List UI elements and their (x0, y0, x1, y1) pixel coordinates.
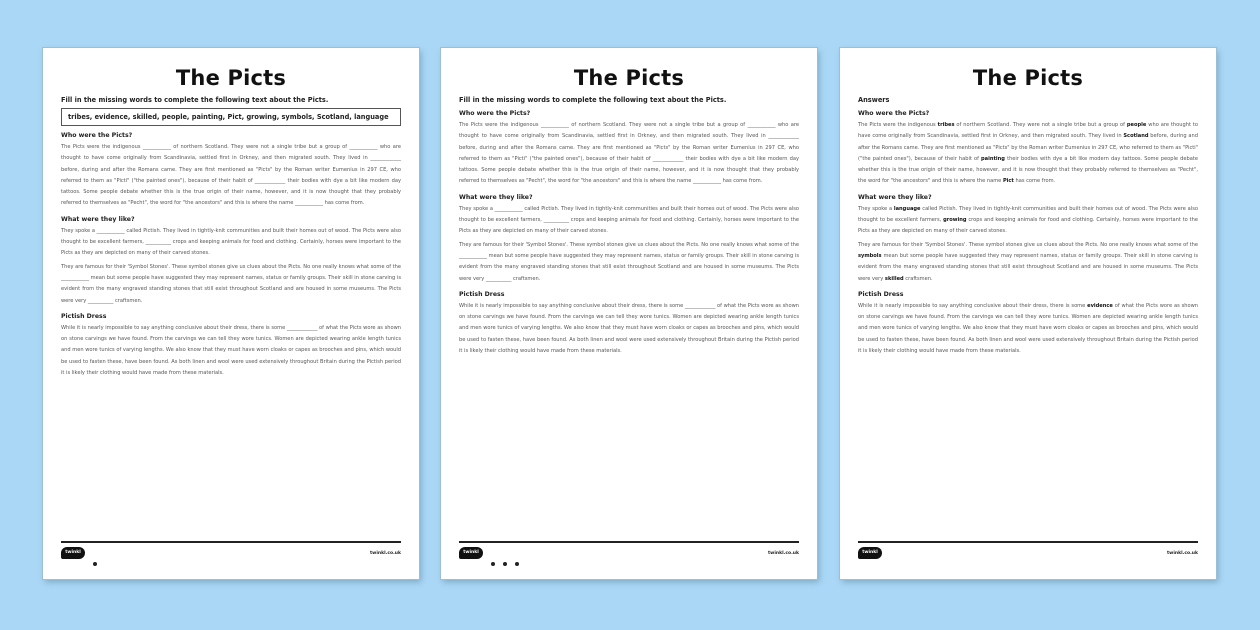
instructions: Fill in the missing words to complete the following text about the Picts. (61, 96, 329, 104)
difficulty-dots (491, 551, 522, 570)
paragraph: They are famous for their 'Symbol Stones'. These symbol stones give us clues about the Picts. No one really knows what some of the ___________ mean but some people have suggested they may represent names, status or family groups. Their skill in stone carving is evident from the many engraved standing stones that still exist throughout Scotland and are housed in some museums. The Picts were very __________ craftsmen. (61, 263, 401, 304)
section-heading: What were they like? (459, 193, 533, 201)
section-heading: Who were the Picts? (858, 110, 930, 117)
answers-label: Answers (858, 96, 890, 104)
paragraph: The Picts were the indigenous tribes of northern Scotland. They were not a single tribe but a group of people who are thought to have come originally from Scandinavia, settled first in Orkney, and then migrated south. They lived in Scotland before, during and after the Romans came. They are first mentioned as "Picts" by the Roman writer Eumenius in 297 CE, who referred to them as "Picti" ("the painted ones"), because of their habit of painting their bodies with dye a bit like modern day tattoos. Some people debate whether this is the true origin of their name, however, and it is now thought that they probably referred to themselves as "Pecht", the word for "the ancestors" and this is where the name Pict has come from. (858, 122, 1198, 185)
paragraph: While it is nearly impossible to say anything conclusive about their dress, there is some ____________ of what the Picts wore as shown on stone carvings we have found. From the carvings we can tell they wore tunics. Women are depicted wearing ankle length tunics and men wore tunics of varying lengths. We also know that they must have worn cloaks or capes as brooches and pins, which would be used to fasten these, have been found. As both linen and wool were used extensively throughout Britain during the Pictish period it is likely their clothing would have made from these materials. (459, 302, 799, 355)
difficulty-dots (93, 551, 100, 570)
page-title: The Picts (175, 66, 287, 90)
footer-site: twinkl.co.uk (370, 551, 401, 556)
answer-sheet (840, 48, 1216, 579)
paragraph: While it is nearly impossible to say anything conclusive about their dress, there is some ____________ of what the Picts wore as shown on stone carvings we have found. From the carvings we can tell they wore tunics. Women are depicted wearing ankle length tunics and men wore tunics of varying lengths. We also know that they must have worn cloaks or capes as brooches and pins, which would be used to fasten these, have been found. As both linen and wool were used extensively throughout Britain during the Pictish period it is likely their clothing would have made from these materials. (61, 324, 401, 377)
page-footer (858, 541, 1198, 565)
paragraph: The Picts were the indigenous ___________ of northern Scotland. They were not a single tribe but a group of ___________ who are thought to have come originally from Scandinavia, settled first in Orkney, and then migrated south. They lived in ____________ before, during and after the Romans came. They are first mentioned as "Picts" by the Roman writer Eumenius in 297 CE, who referred to them as "Picti" ("the painted ones"), because of their habit of ____________ their bodies with dye a bit like modern day tattoos. Some people debate whether this is the true origin of their name, however, and it is now thought that they probably referred to themselves as "Pecht", the word for "the ancestors" and this is where the name ___________ has come from. (459, 122, 799, 185)
difficulty-dot-icon (491, 562, 495, 566)
paragraph: They spoke a ___________ called Pictish. They lived in tightly-knit communities and built their homes out of wood. The Picts were also thought to be excellent farmers, __________ crops and keeping animals for food and clothing. Certainly, horses were important to the Picts as they are depicted on many of their carved stones. (459, 205, 799, 235)
section-heading: What were they like? (858, 193, 932, 201)
paragraph: They spoke a language called Pictish. They lived in tightly-knit communities and built their homes out of wood. The Picts were also thought to be excellent farmers, growing crops and keeping animals for food and clothing. Certainly, horses were important to the Picts as they are depicted on many of their carved stones. (858, 205, 1198, 235)
section-heading: Pictish Dress (858, 290, 904, 298)
page-footer (61, 541, 401, 565)
section-heading: Pictish Dress (459, 290, 505, 298)
section-heading: What were they like? (61, 215, 135, 223)
difficulty-dot-icon (503, 562, 507, 566)
page-footer (459, 541, 799, 565)
page-title: The Picts (972, 66, 1084, 90)
paragraph: They are famous for their 'Symbol Stones'. These symbol stones give us clues about the Picts. No one really knows what some of the ___________ mean but some people have suggested they may represent names, status or family groups. Their skill in stone carving is evident from the many engraved standing stones that still exist throughout Scotland and are housed in some museums. The Picts were very __________ craftsmen. (459, 241, 799, 282)
word-bank: tribes, evidence, skilled, people, painting, Pict, growing, symbols, Scotland, language (61, 108, 401, 126)
worksheet-page-2 (441, 48, 817, 579)
worksheet-page-1 (43, 48, 419, 579)
twinkl-logo: twinkl (459, 547, 483, 559)
footer-site: twinkl.co.uk (768, 551, 799, 556)
paragraph: They spoke a ___________ called Pictish. They lived in tightly-knit communities and built their homes out of wood. The Picts were also thought to be excellent farmers, __________ crops and keeping animals for food and clothing. Certainly, horses were important to the Picts as they are depicted on many of their carved stones. (61, 227, 401, 257)
difficulty-dot-icon (515, 562, 519, 566)
section-heading: Who were the Picts? (61, 132, 133, 139)
paragraph: They are famous for their 'Symbol Stones'. These symbol stones give us clues about the Picts. No one really knows what some of the symbols mean but some people have suggested they may represent names, status or family groups. Their skill in stone carving is evident from the many engraved standing stones that still exist throughout Scotland and are housed in some museums. The Picts were very skilled craftsmen. (858, 241, 1198, 282)
twinkl-logo: twinkl (858, 547, 882, 559)
twinkl-logo: twinkl (61, 547, 85, 559)
difficulty-dot-icon (93, 562, 97, 566)
instructions: Fill in the missing words to complete the following text about the Picts. (459, 96, 727, 104)
section-heading: Who were the Picts? (459, 110, 531, 117)
paragraph: While it is nearly impossible to say anything conclusive about their dress, there is some evidence of what the Picts wore as shown on stone carvings we have found. From the carvings we can tell they wore tunics. Women are depicted wearing ankle length tunics and men wore tunics of varying lengths. We also know that they must have worn cloaks or capes as brooches and pins, which would be used to fasten these, have been found. As both linen and wool were used extensively throughout Britain during the Pictish period it is likely their clothing would have made from these materials. (858, 302, 1199, 355)
paragraph: The Picts were the indigenous ___________ of northern Scotland. They were not a single tribe but a group of ___________ who are thought to have come originally from Scandinavia, settled first in Orkney, and then migrated south. They lived in ____________ before, during and after the Romans came. They are first mentioned as "Picts" by the Roman writer Eumenius in 297 CE, who referred to them as "Picti" ("the painted ones"), because of their habit of ____________ their bodies with dye a bit like modern day tattoos. Some people debate whether this is the true origin of their name, however, and it is now thought that they probably referred to themselves as "Pecht", the word for "the ancestors" and this is where the name ___________ has come from. (61, 144, 401, 207)
page-title: The Picts (573, 66, 685, 90)
footer-site: twinkl.co.uk (1167, 551, 1198, 556)
section-heading: Pictish Dress (61, 312, 107, 320)
